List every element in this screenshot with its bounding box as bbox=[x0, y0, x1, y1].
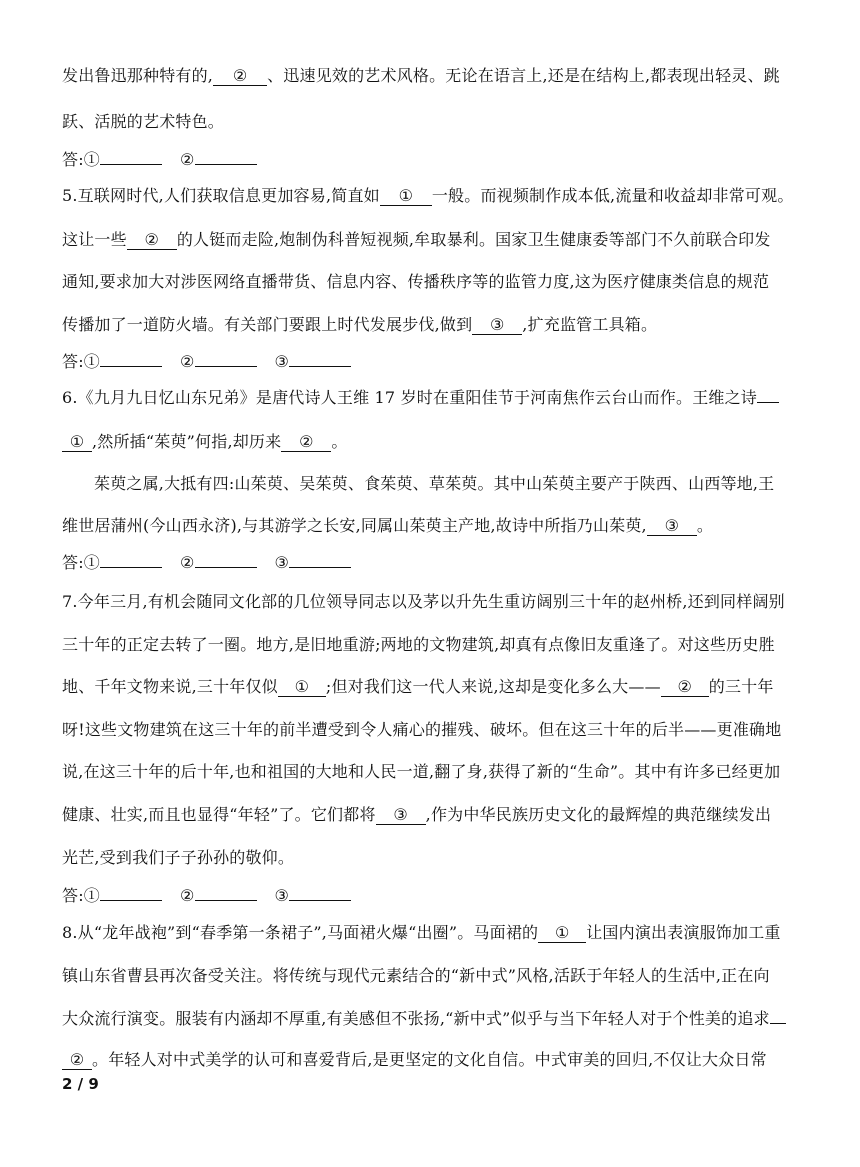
answer-line bbox=[62, 886, 351, 906]
text-span: 发出鲁迅那种特有的, bbox=[62, 66, 214, 85]
answer-blank[interactable] bbox=[195, 886, 257, 901]
fill-blank[interactable]: ③ bbox=[647, 517, 697, 536]
fill-blank[interactable]: ② bbox=[213, 67, 267, 86]
fill-blank[interactable]: ① bbox=[278, 678, 326, 697]
text-span: 。 bbox=[331, 432, 348, 451]
text-span: 大众流行演变。服装有内涵却不厚重,有美感但不张扬,“新中式”似乎与当下年轻人对于个性美的追求 bbox=[62, 1009, 770, 1028]
text-span: 地、千年文物来说,三十年仅似 bbox=[62, 677, 278, 696]
answer-number: ② bbox=[180, 886, 195, 905]
fill-blank[interactable]: ① bbox=[380, 187, 432, 206]
answer-number: ① bbox=[83, 886, 100, 905]
fill-blank[interactable] bbox=[757, 402, 779, 403]
text-span: 一般。而视频制作成本低,流量和收益却非常可观。 bbox=[431, 186, 794, 205]
answer-number: ① bbox=[83, 553, 100, 572]
text-span: ,作为中华民族历史文化的最辉煌的典范继续发出 bbox=[425, 805, 772, 824]
answer-label: 答: bbox=[62, 886, 84, 905]
text-span: 维世居蒲州(今山西永济),与其游学之长安,同属山茱萸主产地,故诗中所指乃山茱萸, bbox=[62, 516, 647, 535]
answer-blank[interactable] bbox=[195, 352, 257, 367]
answer-blank[interactable] bbox=[100, 553, 162, 568]
text-span: 的人铤而走险,炮制伪科普短视频,牟取暴利。国家卫生健康委等部门不久前联合印发 bbox=[176, 230, 771, 249]
fill-blank[interactable]: ① bbox=[62, 433, 92, 452]
question-6-line bbox=[62, 388, 779, 408]
text-span: 健康、壮实,而且也显得“年轻”了。它们都将 bbox=[62, 805, 376, 824]
answer-number: ② bbox=[180, 352, 195, 371]
text-span: ,然所插“茱萸”何指,却历来 bbox=[92, 432, 282, 451]
answer-line bbox=[62, 553, 351, 573]
text-line bbox=[62, 677, 774, 697]
answer-label: 答: bbox=[62, 352, 84, 371]
answer-number: ① bbox=[83, 150, 100, 169]
fill-blank[interactable]: ① bbox=[538, 924, 586, 943]
text-line: 光芒,受到我们子子孙孙的敬仰。 bbox=[62, 848, 295, 867]
text-span: 这让一些 bbox=[62, 230, 127, 249]
text-line bbox=[62, 230, 771, 250]
text-line: 通知,要求加大对涉医网络直播带货、信息内容、传播秩序等的监管力度,这为医疗健康类信息的规范 bbox=[62, 272, 770, 291]
fill-blank[interactable] bbox=[770, 1023, 786, 1024]
answer-blank[interactable] bbox=[195, 553, 257, 568]
question-7-line: 7.今年三月,有机会随同文化部的几位领导同志以及茅以升先生重访阔别三十年的赵州桥,还到同样阔别 bbox=[62, 592, 785, 611]
answer-blank[interactable] bbox=[100, 352, 162, 367]
answer-number: ② bbox=[180, 553, 195, 572]
page-number: 2 / 9 bbox=[62, 1075, 99, 1093]
text-span: 5.互联网时代,人们获取信息更加容易,简直如 bbox=[62, 186, 380, 205]
answer-line bbox=[62, 150, 257, 170]
answer-blank[interactable] bbox=[100, 150, 162, 165]
answer-blank[interactable] bbox=[289, 553, 351, 568]
fill-blank[interactable]: ② bbox=[62, 1051, 92, 1070]
text-span: 传播加了一道防火墙。有关部门要跟上时代发展步伐,做到 bbox=[62, 315, 473, 334]
answer-blank[interactable] bbox=[195, 150, 257, 165]
text-span: ;但对我们这一代人来说,这却是变化多么大—— bbox=[325, 677, 661, 696]
text-line: 茱萸之属,大抵有四:山茱萸、吴茱萸、食茱萸、草茱萸。其中山茱萸主要产于陕西、山西等地,王 bbox=[94, 474, 775, 493]
answer-label: 答: bbox=[62, 553, 84, 572]
answer-number: ③ bbox=[274, 886, 290, 905]
text-span: ,扩充监管工具箱。 bbox=[522, 315, 658, 334]
fill-blank[interactable]: ② bbox=[661, 678, 709, 697]
text-line: 呀!这些文物建筑在这三十年的前半遭受到令人痛心的摧残、破坏。但在这三十年的后半——更准确地 bbox=[62, 720, 782, 739]
answer-blank[interactable] bbox=[100, 886, 162, 901]
text-line bbox=[62, 1009, 786, 1029]
answer-label: 答: bbox=[62, 150, 84, 169]
text-span: 8.从“龙年战袍”到“春季第一条裙子”,马面裙火爆“出圈”。马面裙的 bbox=[62, 923, 539, 942]
text-span: 让国内演出表演服饰加工重 bbox=[586, 923, 781, 942]
answer-line bbox=[62, 352, 351, 372]
answer-number: ③ bbox=[274, 553, 290, 572]
answer-number: ① bbox=[83, 352, 100, 371]
fill-blank[interactable]: ③ bbox=[472, 316, 522, 335]
text-line: 三十年的正定去转了一圈。地方,是旧地重游;两地的文物建筑,却真有点像旧友重逢了。对这些历史胜 bbox=[62, 635, 775, 654]
text-span: 、迅速见效的艺术风格。无论在语言上,还是在结构上,都表现出轻灵、跳 bbox=[267, 66, 780, 85]
text-line: 跃、活脱的艺术特色。 bbox=[62, 112, 225, 131]
text-span: 。 bbox=[696, 516, 714, 535]
text-span: 的三十年 bbox=[708, 677, 774, 696]
text-line bbox=[62, 315, 657, 335]
question-5-line bbox=[62, 186, 794, 206]
text-span: 6.《九月九日忆山东兄弟》是唐代诗人王维 17 岁时在重阳佳节于河南焦作云台山而作。王维之诗 bbox=[62, 388, 757, 407]
text-line bbox=[62, 66, 780, 86]
answer-blank[interactable] bbox=[289, 352, 351, 367]
fill-blank[interactable]: ② bbox=[127, 231, 177, 250]
text-line: 说,在这三十年的后十年,也和祖国的大地和人民一道,翻了身,获得了新的“生命”。其中有许多已经更加 bbox=[62, 762, 781, 781]
text-line bbox=[62, 1050, 767, 1070]
answer-blank[interactable] bbox=[289, 886, 351, 901]
answer-number: ③ bbox=[274, 352, 290, 371]
text-line bbox=[62, 432, 348, 452]
text-line bbox=[62, 805, 771, 825]
fill-blank[interactable]: ③ bbox=[376, 806, 426, 825]
answer-number: ② bbox=[180, 150, 195, 169]
question-8-line bbox=[62, 923, 781, 943]
fill-blank[interactable]: ② bbox=[281, 433, 331, 452]
text-line bbox=[62, 516, 713, 536]
text-line: 镇山东省曹县再次备受关注。将传统与现代元素结合的“新中式”风格,活跃于年轻人的生活中,正在向 bbox=[62, 966, 770, 985]
text-span: 。年轻人对中式美学的认可和喜爱背后,是更坚定的文化自信。中式审美的回归,不仅让大众日常 bbox=[92, 1050, 767, 1069]
